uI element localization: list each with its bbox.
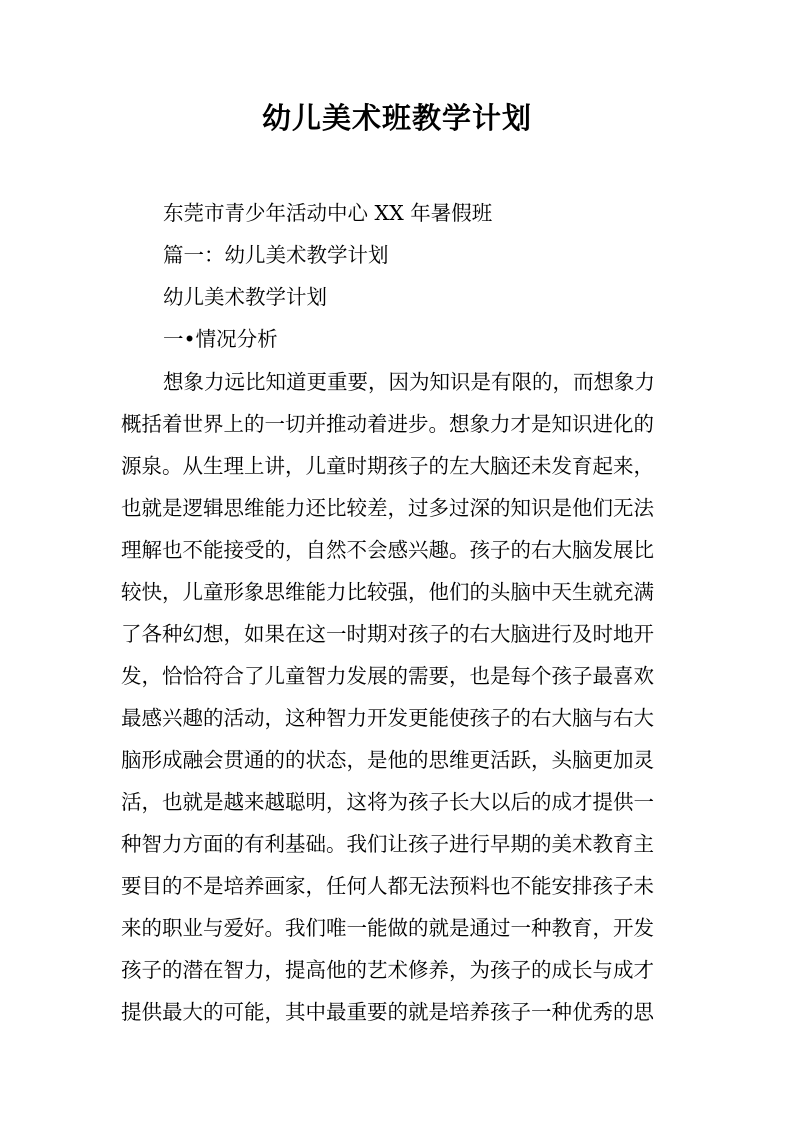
chapter-heading: 篇一：幼儿美术教学计划	[163, 243, 389, 267]
section-title: 幼儿美术教学计划	[163, 285, 327, 309]
body-line: 发，恰恰符合了儿童智力发展的需要，也是每个孩子最喜欢	[121, 664, 654, 688]
body-line: 最感兴趣的活动，这种智力开发更能使孩子的右大脑与右大	[121, 706, 654, 730]
body-line: 孩子的潜在智力，提高他的艺术修养，为孩子的成长与成才	[121, 958, 654, 982]
body-line: 源泉。从生理上讲，儿童时期孩子的左大脑还未发育起来，	[121, 454, 654, 478]
body-line: 要目的不是培养画家，任何人都无法预料也不能安排孩子未	[121, 874, 654, 898]
body-line: 了各种幻想，如果在这一时期对孩子的右大脑进行及时地开	[121, 622, 654, 646]
document-title: 幼儿美术班教学计划	[261, 101, 532, 135]
body-line: 来的职业与爱好。我们唯一能做的就是通过一种教育，开发	[121, 916, 654, 940]
body-line: 脑形成融会贯通的的状态，是他的思维更活跃，头脑更加灵	[121, 748, 654, 772]
section-heading: 一•情况分析	[163, 327, 278, 351]
body-line: 较快，儿童形象思维能力比较强，他们的头脑中天生就充满	[121, 580, 654, 604]
body-line: 种智力方面的有利基础。我们让孩子进行早期的美术教育主	[121, 832, 654, 856]
subtitle: 东莞市青少年活动中心 XX 年暑假班	[163, 201, 493, 225]
body-line: 提供最大的可能，其中最重要的就是培养孩子一种优秀的思	[121, 1000, 654, 1024]
body-line: 活，也就是越来越聪明，这将为孩子长大以后的成才提供一	[121, 790, 654, 814]
body-line: 概括着世界上的一切并推动着进步。想象力才是知识进化的	[121, 412, 654, 436]
body-line: 想象力远比知道更重要，因为知识是有限的，而想象力	[163, 370, 655, 394]
body-line: 也就是逻辑思维能力还比较差，过多过深的知识是他们无法	[121, 496, 654, 520]
body-line: 理解也不能接受的，自然不会感兴趣。孩子的右大脑发展比	[121, 538, 654, 562]
